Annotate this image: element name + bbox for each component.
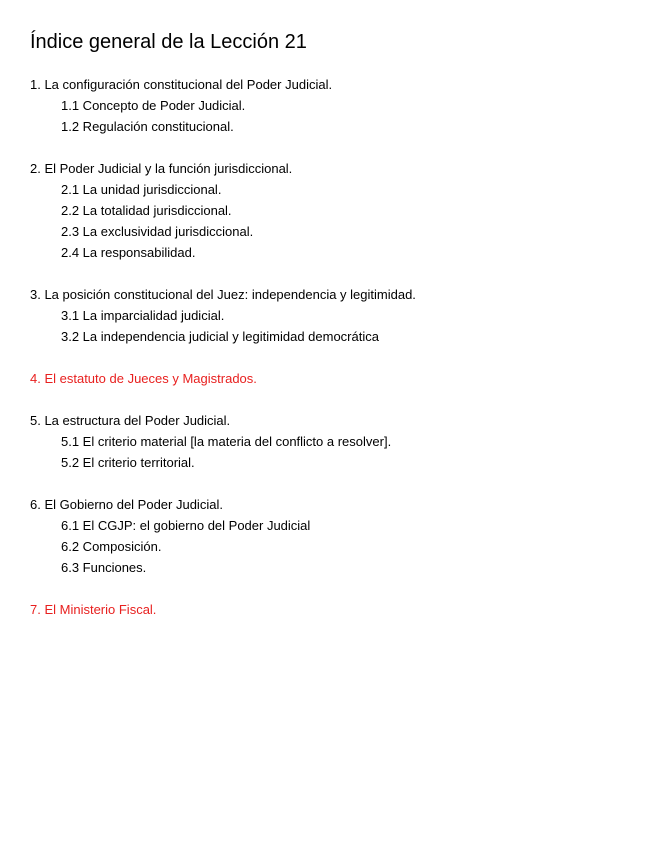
- section-heading: 2. El Poder Judicial y la función jurisdiccional.: [30, 161, 293, 176]
- table-of-contents: [30, 74, 630, 620]
- toc-section: [30, 74, 630, 137]
- toc-section: [30, 158, 630, 263]
- toc-section: [30, 494, 630, 578]
- subsection-item: 3.2 La independencia judicial y legitimidad democrática: [61, 329, 379, 344]
- toc-section: [30, 410, 630, 473]
- page-title: Índice general de la Lección 21: [30, 31, 307, 53]
- section-heading: 5. La estructura del Poder Judicial.: [30, 413, 231, 428]
- section-heading: 3. La posición constitucional del Juez: independencia y legitimidad.: [30, 287, 416, 302]
- section-heading: 7. El Ministerio Fiscal.: [30, 602, 157, 617]
- subsection-item: 2.2 La totalidad jurisdiccional.: [61, 203, 232, 218]
- subsection-item: 2.3 La exclusividad jurisdiccional.: [61, 224, 254, 239]
- subsection-item: 5.2 El criterio territorial.: [61, 455, 195, 470]
- section-heading: 1. La configuración constitucional del Poder Judicial.: [30, 77, 333, 92]
- document-page: [30, 30, 630, 641]
- toc-section: [30, 599, 630, 620]
- subsection-item: 6.2 Composición.: [61, 539, 162, 554]
- subsection-item: 2.4 La responsabilidad.: [61, 245, 196, 260]
- subsection-item: 5.1 El criterio material [la materia del conflicto a resolver].: [61, 434, 392, 449]
- subsection-item: 6.3 Funciones.: [61, 560, 147, 575]
- subsection-item: 2.1 La unidad jurisdiccional.: [61, 182, 222, 197]
- subsection-item: 1.1 Concepto de Poder Judicial.: [61, 98, 246, 113]
- subsection-item: 3.1 La imparcialidad judicial.: [61, 308, 225, 323]
- toc-section: [30, 284, 630, 347]
- section-heading: 4. El estatuto de Jueces y Magistrados.: [30, 371, 257, 386]
- subsection-item: 6.1 El CGJP: el gobierno del Poder Judicial: [61, 518, 311, 533]
- toc-section: [30, 368, 630, 389]
- section-heading: 6. El Gobierno del Poder Judicial.: [30, 497, 223, 512]
- subsection-item: 1.2 Regulación constitucional.: [61, 119, 234, 134]
